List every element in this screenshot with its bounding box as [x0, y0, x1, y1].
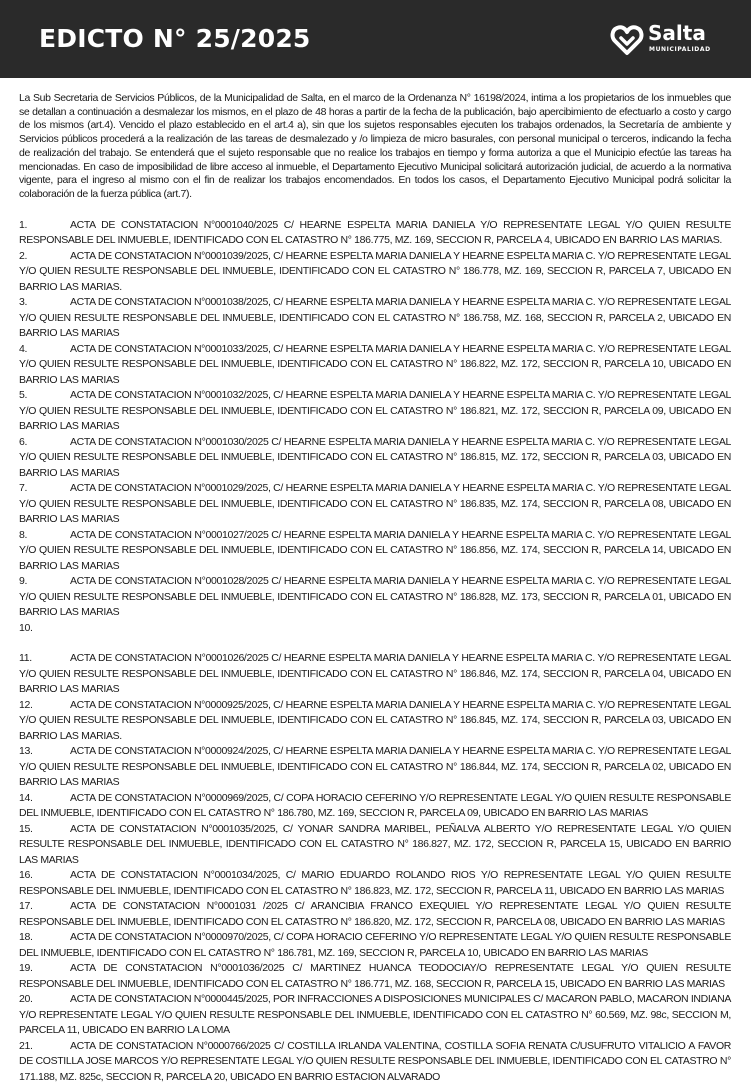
item-text: ACTA DE CONSTATACION N°0001040/2025 C/ HEARNE ESPELTA MARIA DANIELA Y/O REPRESENTATE LEGAL Y/O QUIEN RESULTE RESPONSABLE DEL INMUEBLE, IDENTIFICADO CON EL CATASTRO N° 186.775, MZ. 169, SECCION R, PARCELA 4, UBICADO EN BARRIO LAS MARIAS.	[19, 218, 731, 247]
list-item	[19, 342, 731, 389]
heart-logo-icon	[610, 24, 644, 56]
item-number: 7.	[19, 482, 28, 495]
list-item	[19, 992, 731, 1039]
list-item	[19, 651, 731, 698]
list-item	[19, 961, 731, 992]
list-item	[19, 791, 731, 822]
list-item	[19, 899, 731, 930]
list-item	[19, 295, 731, 342]
list-item	[19, 388, 731, 435]
item-number: 11.	[19, 652, 32, 665]
item-text: ACTA DE CONSTATACION N°0001033/2025, C/ HEARNE ESPELTA MARIA DANIELA Y HEARNE ESPELTA MARIA C. Y/O REPRESENTATE LEGAL Y/O QUIEN RESULTE RESPONSABLE DEL INMUEBLE, IDENTIFICADO CON EL CATASTRO N° 186.822, MZ. 172, SECCION R, PARCELA 10, UBICADO EN BARRIO LAS MARIAS	[19, 342, 731, 386]
item-number: 3.	[19, 296, 28, 309]
list-item	[19, 868, 731, 899]
item-text: ACTA DE CONSTATACION N°0000969/2025, C/ COPA HORACIO CEFERINO Y/O REPRESENTATE LEGAL Y/O QUIEN RESULTE RESPONSABLE DEL INMUEBLE, IDENTIFICADO CON EL CATASTRO N° 186.780, MZ. 169, SECCION R, PARCELA 09, UBICADO EN BARRIO LAS MARIAS	[19, 791, 731, 820]
list-item	[19, 698, 731, 745]
list-item	[19, 528, 731, 575]
item-text: ACTA DE CONSTATACION N°0001031 /2025 C/ ARANCIBIA FRANCO EXEQUIEL Y/O REPRESENTATE LEGAL Y/O QUIEN RESULTE RESPONSABLE DEL INMUEBLE, IDENTIFICADO CON EL CATASTRO N° 186.820, MZ. 172, SECCION R, PARCELA 08, UBICADO EN BARRIO LAS MARIAS	[19, 900, 731, 928]
item-text: ACTA DE CONSTATACION N°0001038/2025, C/ HEARNE ESPELTA MARIA DANIELA Y HEARNE ESPELTA MARIA C. Y/O REPRESENTATE LEGAL Y/O QUIEN RESULTE RESPONSABLE DEL INMUEBLE, IDENTIFICADO CON EL CATASTRO N° 186.758, MZ. 168, SECCION R, PARCELA 2, UBICADO EN BARRIO LAS MARIAS	[19, 296, 731, 340]
item-text: ACTA DE CONSTATACION N°0000925/2025, C/ HEARNE ESPELTA MARIA DANIELA Y HEARNE ESPELTA MARIA C. Y/O REPRESENTATE LEGAL Y/O QUIEN RESULTE RESPONSABLE DEL INMUEBLE, IDENTIFICADO CON EL CATASTRO N° 186.845, MZ. 174, SECCION R, PARCELA 03, UBICADO EN BARRIO LAS MARIAS.	[19, 698, 731, 742]
item-text: ACTA DE CONSTATACION N°0001035/2025, C/ YONAR SANDRA MARIBEL, PEÑALVA ALBERTO Y/O REPRESENTATE LEGAL Y/O QUIEN RESULTE RESPONSABLE DEL INMUEBLE, IDENTIFICADO CON EL CATASTRO N° 186.827, MZ. 172, SECCION R, PARCELA 15, UBICADO EN BARRIO LAS MARIAS	[19, 822, 731, 866]
header-bar	[0, 0, 751, 78]
item-text: ACTA DE CONSTATACION N°0001036/2025 C/ MARTINEZ HUANCA TEODOCIAY/O REPRESENTATE LEGAL Y/O QUIEN RESULTE RESPONSABLE DEL INMUEBLE, IDENTIFICADO CON EL CATASTRO N° 186.771, MZ. 168, SECCION R, PARCELA 15, UBICADO EN BARRIO LAS MARIAS	[19, 962, 731, 990]
item-text: ACTA DE CONSTATACION N°0000970/2025, C/ COPA HORACIO CEFERINO Y/O REPRESENTATE LEGAL Y/O QUIEN RESULTE RESPONSABLE DEL INMUEBLE, IDENTIFICADO CON EL CATASTRO N° 186.781, MZ. 169, SECCION R, PARCELA 10, UBICADO EN BARRIO LAS MARIAS	[19, 931, 731, 959]
item-number: 14.	[19, 791, 33, 804]
item-number: 2.	[19, 249, 28, 262]
item-text: ACTA DE CONSTATACION N°0001039/2025, C/ HEARNE ESPELTA MARIA DANIELA Y HEARNE ESPELTA MARIA C. Y/O REPRESENTATE LEGAL Y/O QUIEN RESULTE RESPONSABLE DEL INMUEBLE, IDENTIFICADO CON EL CATASTRO N° 186.778, MZ. 169, SECCION R, PARCELA 7, UBICADO EN BARRIO LAS MARIAS.	[19, 249, 731, 293]
list-item	[19, 930, 731, 961]
item-number: 16.	[19, 869, 33, 882]
item-number: 15.	[19, 822, 33, 835]
item-number: 12.	[19, 698, 33, 711]
list-item	[19, 822, 731, 869]
list-item	[19, 435, 731, 482]
item-text: ACTA DE CONSTATACION N°0001028/2025 C/ HEARNE ESPELTA MARIA DANIELA Y HEARNE ESPELTA MARIA C. Y/O REPRESENTATE LEGAL Y/O QUIEN RESULTE RESPONSABLE DEL INMUEBLE, IDENTIFICADO CON EL CATASTRO N° 186.828, MZ. 173, SECCION R, PARCELA 01, UBICADO EN BARRIO LAS MARIAS	[19, 575, 731, 619]
list-item	[19, 249, 731, 296]
list-item	[19, 1039, 731, 1085]
logo-name: Salta	[648, 21, 706, 45]
list-item	[19, 218, 731, 249]
item-number: 20.	[19, 993, 33, 1006]
item-number: 6.	[19, 435, 28, 448]
item-text: ACTA DE CONSTATACION N°0001029/2025, C/ HEARNE ESPELTA MARIA DANIELA Y HEARNE ESPELTA MARIA C. Y/O REPRESENTATE LEGAL Y/O QUIEN RESULTE RESPONSABLE DEL INMUEBLE, IDENTIFICADO CON EL CATASTRO N° 186.835, MZ. 174, SECCION R, PARCELA 08, UBICADO EN BARRIO LAS MARIAS	[19, 482, 731, 526]
item-number: 9.	[19, 575, 28, 588]
item-number: 5.	[19, 389, 28, 402]
list-item	[19, 574, 731, 621]
item-number: 4.	[19, 342, 28, 355]
item-text: ACTA DE CONSTATACION N°0001034/2025, C/ MARIO EDUARDO ROLANDO RIOS Y/O REPRESENTATE LEGAL Y/O QUIEN RESULTE RESPONSABLE DEL INMUEBLE, IDENTIFICADO CON EL CATASTRO N° 186.823, MZ. 172, SECCION R, PARCELA 11, UBICADO EN BARRIO LAS MARIAS	[19, 869, 731, 897]
list-item	[19, 481, 731, 528]
item-number: 19.	[19, 962, 33, 975]
page-title: EDICTO N° 25/2025	[39, 24, 311, 53]
item-number: 1.	[19, 218, 28, 231]
item-number: 10.	[19, 621, 33, 634]
intro-paragraph: La Sub Secretaria de Servicios Públicos, de la Municipalidad de Salta, en el marco de la Ordenanza N° 16198/2024, intima a los propietarios de los inmuebles que se detallan a continuación a desmalezar los mismos, en el plazo de 48 horas a partir de la fecha de la publicación, bajo apercibimiento de efectuarlo a costo y cargo de los mismos (art.4). Vencido el plazo establecido en el art.4 a), sin que los sujetos responsables ejecuten los trabajos ordenados, la Secretaría de ambiente y Servicios públicos procederá a la realización de las tareas de desmalezado y /o limpieza de micro basurales, con personal municipal o terceros, indicando la fecha de realización del trabajo. Se entenderá que el sujeto responsable que no realice los trabajos en tiempo y forma autoriza a que el Municipio efectúe las tareas ha mencionadas. En caso de imposibilidad de libre acceso al inmueble, el Departamento Ejecutivo Municipal solicitará autorización judicial, de acuerdo a la normativa vigente, para el ingreso al mismo con el fin de realizar los trabajos encomendados. En todos los casos, el Departamento Ejecutivo Municipal podrá solicitar la colaboración de la fuerza pública (art.7).	[19, 92, 731, 200]
item-text: ACTA DE CONSTATACION N°0000766/2025 C/ COSTILLA IRLANDA VALENTINA, COSTILLA SOFIA RENATA C/USUFRUTO VITALICIO A FAVOR DE COSTILLA JOSE MARCOS Y/O REPRESENTATE LEGAL Y/O QUIEN RESULTE RESPONSABLE DEL INMUEBLE, IDENTIFICADO CON EL CATASTRO N° 171.188, MZ. 825c, SECCION R, PARCELA 20, UBICADO EN BARRIO ESTACION ALVARADO	[19, 1039, 731, 1083]
item-number: 17.	[19, 900, 33, 913]
acta-list	[19, 218, 731, 1085]
list-item	[19, 744, 731, 791]
item-text: ACTA DE CONSTATACION N°0000445/2025, POR INFRACCIONES A DISPOSICIONES MUNICIPALES C/ MACARON PABLO, MACARON INDIANA Y/O REPRESENTATE LEGAL Y/O QUIEN RESULTE RESPONSABLE DEL INMUEBLE, IDENTIFICADO CON EL CATASTRO N° 60.569, MZ. 98c, SECCION M, PARCELA 11, UBICADO EN BARRIO LA LOMA	[19, 993, 731, 1037]
item-number: 8.	[19, 528, 28, 541]
item-number: 21.	[19, 1039, 33, 1052]
logo-subtitle: MUNICIPALIDAD	[649, 46, 711, 53]
list-item	[19, 621, 731, 637]
item-text: ACTA DE CONSTATACION N°0001032/2025, C/ HEARNE ESPELTA MARIA DANIELA Y HEARNE ESPELTA MARIA C. Y/O REPRESENTATE LEGAL Y/O QUIEN RESULTE RESPONSABLE DEL INMUEBLE, IDENTIFICADO CON EL CATASTRO N° 186.821, MZ. 172, SECCION R, PARCELA 09, UBICADO EN BARRIO LAS MARIAS	[19, 389, 731, 433]
item-text: ACTA DE CONSTATACION N°0001026/2025 C/ HEARNE ESPELTA MARIA DANIELA Y HEARNE ESPELTA MARIA C. Y/O REPRESENTATE LEGAL Y/O QUIEN RESULTE RESPONSABLE DEL INMUEBLE, IDENTIFICADO CON EL CATASTRO N° 186.846, MZ. 174, SECCION R, PARCELA 04, UBICADO EN BARRIO LAS MARIAS	[19, 652, 731, 696]
item-number: 18.	[19, 931, 33, 944]
salta-logo	[610, 22, 722, 58]
list-gap	[19, 636, 731, 651]
item-text: ACTA DE CONSTATACION N°0000924/2025, C/ HEARNE ESPELTA MARIA DANIELA Y HEARNE ESPELTA MARIA C. Y/O REPRESENTATE LEGAL Y/O QUIEN RESULTE RESPONSABLE DEL INMUEBLE, IDENTIFICADO CON EL CATASTRO N° 186.844, MZ. 174, SECCION R, PARCELA 02, UBICADO EN BARRIO LAS MARIAS	[19, 745, 731, 789]
item-text: ACTA DE CONSTATACION N°0001027/2025 C/ HEARNE ESPELTA MARIA DANIELA Y HEARNE ESPELTA MARIA C. Y/O REPRESENTATE LEGAL Y/O QUIEN RESULTE RESPONSABLE DEL INMUEBLE, IDENTIFICADO CON EL CATASTRO N° 186.856, MZ. 174, SECCION R, PARCELA 14, UBICADO EN BARRIO LAS MARIAS	[19, 528, 731, 572]
edict-body	[19, 92, 731, 1085]
item-number: 13.	[19, 745, 33, 758]
item-text: ACTA DE CONSTATACION N°0001030/2025 C/ HEARNE ESPELTA MARIA DANIELA Y HEARNE ESPELTA MARIA C. Y/O REPRESENTATE LEGAL Y/O QUIEN RESULTE RESPONSABLE DEL INMUEBLE, IDENTIFICADO CON EL CATASTRO N° 186.815, MZ. 172, SECCION R, PARCELA 03, UBICADO EN BARRIO LAS MARIAS	[19, 435, 731, 479]
